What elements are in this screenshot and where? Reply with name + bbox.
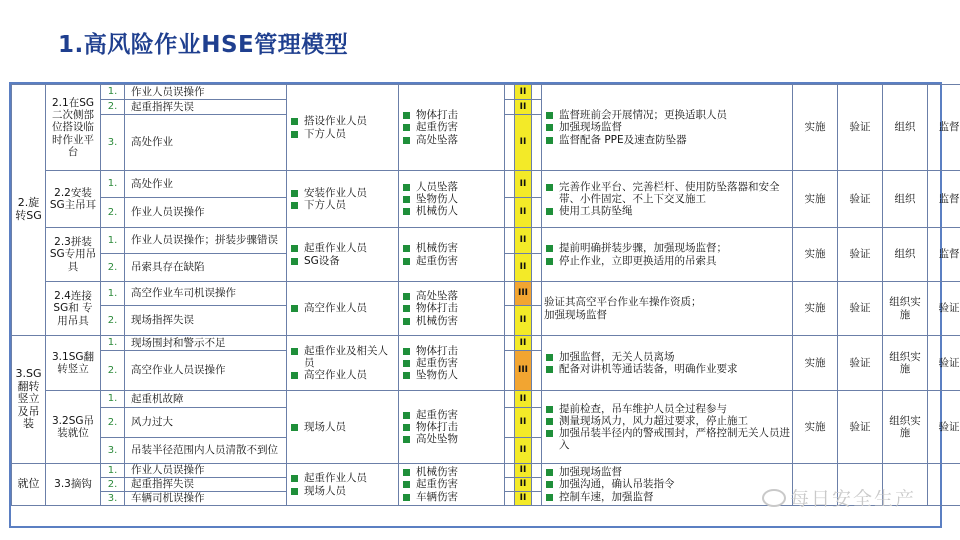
risk-level: II <box>515 492 532 506</box>
hazard-list-text: 坠物伤人 <box>416 192 458 205</box>
bullet-square-icon <box>403 372 410 379</box>
bullet-square-icon <box>546 494 553 501</box>
spacer-cell <box>532 438 542 464</box>
spacer-cell <box>505 254 515 282</box>
spacer-cell <box>505 85 515 100</box>
hazard-list <box>399 228 505 282</box>
bullet-square-icon <box>403 436 410 443</box>
hazard-list-text: 高处坠落 <box>416 133 458 146</box>
table-row <box>12 171 960 198</box>
table-row <box>12 228 960 254</box>
bullet-square-icon <box>546 481 553 488</box>
watermark <box>762 484 916 511</box>
measure-list-text: 验证其高空平台作业车操作资质； <box>544 296 702 309</box>
measure-list-line <box>544 242 790 254</box>
responsibility-a3: 组织实施 <box>883 282 928 336</box>
spacer-cell <box>532 228 542 254</box>
bullet-square-icon <box>546 208 553 215</box>
risk-item: 作业人员误操作 <box>125 85 287 100</box>
hazard-list-text: 机械伤人 <box>416 205 458 218</box>
personnel-list-text: 现场人员 <box>304 420 346 433</box>
measure-list-line <box>544 415 790 427</box>
personnel-list <box>287 336 399 391</box>
personnel-list-line <box>289 485 396 497</box>
bullet-square-icon <box>403 112 410 119</box>
spacer-cell <box>505 351 515 391</box>
bullet-square-icon <box>403 481 410 488</box>
risk-item: 高处作业 <box>125 171 287 198</box>
hazard-list <box>399 336 505 391</box>
bullet-square-icon <box>546 184 553 191</box>
risk-level: II <box>515 408 532 438</box>
spacer-cell <box>505 391 515 408</box>
item-number: 3. <box>101 492 125 506</box>
measure-list-line <box>544 363 790 375</box>
bullet-square-icon <box>403 360 410 367</box>
personnel-list-line <box>289 199 396 211</box>
personnel-list-line <box>289 472 396 484</box>
risk-level: III <box>515 351 532 391</box>
measure-list-text: 提前检查，吊车维护人员全过程参与 <box>559 402 727 415</box>
bullet-square-icon <box>403 258 410 265</box>
spacer-cell <box>532 115 542 171</box>
spacer-cell <box>532 391 542 408</box>
item-number: 1. <box>101 391 125 408</box>
watermark-text: 每日安全生产 <box>790 488 917 510</box>
personnel-list <box>287 228 399 282</box>
risk-item: 现场围封和警示不足 <box>125 336 287 351</box>
measure-list <box>542 391 793 464</box>
responsibility-a1: 实施 <box>793 282 838 336</box>
hazard-list-text: 物体打击 <box>416 344 458 357</box>
personnel-list-text: 下方人员 <box>304 199 346 211</box>
item-number: 1. <box>101 282 125 306</box>
hazard-list-text: 起重伤害 <box>416 408 458 421</box>
risk-level: II <box>515 198 532 228</box>
bullet-square-icon <box>546 112 553 119</box>
hazard-list <box>399 464 505 506</box>
spacer-cell <box>505 306 515 336</box>
measure-list <box>542 171 793 228</box>
bullet-square-icon <box>291 305 298 312</box>
spacer-cell <box>505 115 515 171</box>
spacer-cell <box>532 408 542 438</box>
spacer-cell <box>532 171 542 198</box>
bullet-square-icon <box>546 258 553 265</box>
measure-list-line <box>544 255 790 267</box>
responsibility-a2: 验证 <box>838 171 883 228</box>
responsibility-a1: 实施 <box>793 171 838 228</box>
measure-list-text: 提前明确拼装步骤，加强现场监督； <box>559 242 727 255</box>
measure-list-text: 控制车速，加强监督 <box>559 490 654 503</box>
bullet-square-icon <box>403 318 410 325</box>
hazard-list <box>399 282 505 336</box>
spacer-cell <box>505 408 515 438</box>
hazard-list-text: 机械伤害 <box>416 466 458 479</box>
responsibility-a4: 验证 <box>928 336 960 391</box>
risk-level: II <box>515 85 532 100</box>
hazard-list-text: 机械伤害 <box>416 314 458 327</box>
measure-list-text: 完善作业平台、完善栏杆、使用防坠落器和安全带、小件固定、不上下交叉施工 <box>559 180 780 205</box>
measure-list-text: 监督配备 PPE及速查防坠器 <box>559 133 687 146</box>
spacer-cell <box>532 282 542 306</box>
measure-list-line <box>544 181 790 205</box>
responsibility-a1: 实施 <box>793 336 838 391</box>
hazard-list-text: 高处坠物 <box>416 433 458 446</box>
measure-list-line <box>544 491 790 503</box>
measure-list-text: 加强现场监督 <box>544 308 607 321</box>
risk-item: 起重机故障 <box>125 391 287 408</box>
item-number: 2. <box>101 306 125 336</box>
hazard-list-line <box>401 478 502 490</box>
risk-item: 高空作业车司机误操作 <box>125 282 287 306</box>
bullet-square-icon <box>291 245 298 252</box>
sub-step: 3.2SG吊装就位 <box>46 391 101 464</box>
risk-item: 作业人员误操作 <box>125 464 287 478</box>
bullet-square-icon <box>291 488 298 495</box>
spacer-cell <box>532 351 542 391</box>
bullet-square-icon <box>546 469 553 476</box>
bullet-square-icon <box>546 430 553 437</box>
responsibility-a3: 组织 <box>883 228 928 282</box>
sub-step: 3.1SG翻转竖立 <box>46 336 101 391</box>
risk-item: 起重指挥失误 <box>125 100 287 115</box>
measure-list-text: 加强吊装半径内的警戒围封，严格控制无关人员进入 <box>559 427 790 452</box>
table-row <box>12 464 960 478</box>
bullet-square-icon <box>403 293 410 300</box>
item-number: 3. <box>101 438 125 464</box>
personnel-list-text: SG设备 <box>304 254 340 267</box>
spacer-cell <box>532 492 542 506</box>
responsibility-a1: 实施 <box>793 391 838 464</box>
personnel-list-text: 高空作业人员 <box>304 302 367 315</box>
table-row <box>12 391 960 408</box>
personnel-list-text: 安装作业人员 <box>304 186 367 199</box>
item-number: 1. <box>101 464 125 478</box>
sub-step: 2.3拼装 SG专用吊具 <box>46 228 101 282</box>
item-number: 1. <box>101 336 125 351</box>
measure-list <box>542 228 793 282</box>
measure-list-line <box>544 121 790 133</box>
spacer-cell <box>532 464 542 478</box>
spacer-cell <box>505 198 515 228</box>
sub-step: 2.1在SG二次侧部位搭设临时作业平台 <box>46 85 101 171</box>
personnel-list-line <box>289 302 396 314</box>
hazard-list <box>399 85 505 171</box>
bullet-square-icon <box>291 202 298 209</box>
bullet-square-icon <box>546 137 553 144</box>
measure-list-text: 加强沟通，确认吊装指令 <box>559 478 675 491</box>
personnel-list-text: 现场人员 <box>304 484 346 497</box>
spacer-cell <box>505 492 515 506</box>
responsibility-a1: 实施 <box>793 228 838 282</box>
bullet-square-icon <box>403 196 410 203</box>
risk-level: II <box>515 254 532 282</box>
bullet-square-icon <box>291 131 298 138</box>
hazard-list-text: 坠物伤人 <box>416 369 458 382</box>
risk-item: 高处作业 <box>125 115 287 171</box>
personnel-list-text: 下方人员 <box>304 127 346 140</box>
hazard-list-line <box>401 491 502 503</box>
hazard-list <box>399 391 505 464</box>
spacer-cell <box>505 100 515 115</box>
risk-item: 高空作业人员误操作 <box>125 351 287 391</box>
risk-item: 作业人员误操作 <box>125 198 287 228</box>
hazard-list-line <box>401 369 502 381</box>
responsibility-a2: 验证 <box>838 85 883 171</box>
measure-list-line <box>544 427 790 451</box>
spacer-cell <box>532 100 542 115</box>
personnel-list-text: 高空作业人员 <box>304 369 367 382</box>
risk-level: II <box>515 478 532 492</box>
personnel-list-line <box>289 369 396 381</box>
bullet-square-icon <box>291 118 298 125</box>
hazard-list-line <box>401 121 502 133</box>
bullet-square-icon <box>291 424 298 431</box>
measure-list-text: 测量现场风力，风力超过要求，停止施工 <box>559 414 748 427</box>
personnel-list-text: 起重作业及相关人员 <box>304 344 388 369</box>
risk-level: II <box>515 438 532 464</box>
item-number: 2. <box>101 478 125 492</box>
measure-list-line <box>544 309 790 321</box>
spacer-cell <box>505 464 515 478</box>
hazard-list-text: 起重伤害 <box>416 478 458 491</box>
responsibility-a1: 实施 <box>793 85 838 171</box>
responsibility-a3: 组织 <box>883 85 928 171</box>
risk-level: II <box>515 336 532 351</box>
bullet-square-icon <box>403 424 410 431</box>
hazard-list-line <box>401 421 502 433</box>
item-number: 1. <box>101 171 125 198</box>
spacer-cell <box>505 438 515 464</box>
bullet-square-icon <box>403 469 410 476</box>
risk-level: III <box>515 282 532 306</box>
personnel-list-line <box>289 255 396 267</box>
hazard-list-text: 机械伤害 <box>416 242 458 255</box>
risk-item: 作业人员误操作；拼装步骤错误 <box>125 228 287 254</box>
risk-level: II <box>515 100 532 115</box>
hazard-list-line <box>401 181 502 193</box>
personnel-list <box>287 171 399 228</box>
hazard-list-text: 物体打击 <box>416 109 458 122</box>
hazard-list-line <box>401 409 502 421</box>
responsibility-a2: 验证 <box>838 336 883 391</box>
bullet-square-icon <box>403 412 410 419</box>
responsibility-a4: 监督 <box>928 171 960 228</box>
responsibility-a2: 验证 <box>838 228 883 282</box>
measure-list-text: 加强现场监督 <box>559 466 622 479</box>
spacer-cell <box>505 336 515 351</box>
category-position: 就位 <box>12 464 46 506</box>
hazard-list-text: 物体打击 <box>416 420 458 433</box>
bullet-square-icon <box>403 348 410 355</box>
spacer-cell <box>505 478 515 492</box>
personnel-list-text: 起重作业人员 <box>304 472 367 485</box>
bullet-square-icon <box>546 354 553 361</box>
spacer-cell <box>532 254 542 282</box>
sub-step: 2.4连接 SG和 专 用吊具 <box>46 282 101 336</box>
hazard-list-line <box>401 109 502 121</box>
bullet-square-icon <box>291 190 298 197</box>
hse-table <box>11 84 960 506</box>
bullet-square-icon <box>546 366 553 373</box>
hazard-list-line <box>401 193 502 205</box>
measure-list-line <box>544 109 790 121</box>
bullet-square-icon <box>403 137 410 144</box>
risk-item: 风力过大 <box>125 408 287 438</box>
measure-list-line <box>544 466 790 478</box>
responsibility-a4: 验证 <box>928 282 960 336</box>
measure-list-text: 加强监督，无关人员离场 <box>559 350 675 363</box>
personnel-list <box>287 85 399 171</box>
spacer-cell <box>532 336 542 351</box>
personnel-list-text: 起重作业人员 <box>304 242 367 255</box>
bullet-square-icon <box>546 406 553 413</box>
spacer-cell <box>505 171 515 198</box>
responsibility-a3: 组织实施 <box>883 336 928 391</box>
measure-list <box>542 85 793 171</box>
hazard-list-line <box>401 466 502 478</box>
item-number: 1. <box>101 85 125 100</box>
bullet-square-icon <box>546 418 553 425</box>
responsibility-a4: 监督 <box>928 228 960 282</box>
wechat-icon <box>762 489 786 507</box>
item-number: 2. <box>101 408 125 438</box>
hazard-list-text: 物体打击 <box>416 302 458 315</box>
responsibility-a4 <box>928 464 960 506</box>
measure-list-line <box>544 403 790 415</box>
measure-list-line <box>544 205 790 217</box>
measure-list-line <box>544 134 790 146</box>
risk-item: 现场指挥失误 <box>125 306 287 336</box>
table-row <box>12 85 960 100</box>
responsibility-a2: 验证 <box>838 391 883 464</box>
risk-level: II <box>515 171 532 198</box>
personnel-list-line <box>289 128 396 140</box>
bullet-square-icon <box>291 475 298 482</box>
spacer-cell <box>532 85 542 100</box>
personnel-list-text: 搭设作业人员 <box>304 115 367 128</box>
hazard-list-line <box>401 255 502 267</box>
spacer-cell <box>532 306 542 336</box>
personnel-list <box>287 391 399 464</box>
bullet-square-icon <box>403 245 410 252</box>
risk-level: II <box>515 306 532 336</box>
bullet-square-icon <box>403 305 410 312</box>
responsibility-a3: 组织实施 <box>883 391 928 464</box>
risk-item: 起重指挥失误 <box>125 478 287 492</box>
page-title: 1.高风险作业HSE管理模型 <box>58 32 349 58</box>
bullet-square-icon <box>403 184 410 191</box>
risk-level: II <box>515 228 532 254</box>
responsibility-a2: 验证 <box>838 282 883 336</box>
responsibility-a3: 组织 <box>883 171 928 228</box>
category-sg-flip-lift: 3.SG翻转竖立及吊装 <box>12 336 46 464</box>
category-rotate-sg: 2.旋转SG <box>12 85 46 336</box>
sub-step: 2.2安装 SG主吊耳 <box>46 171 101 228</box>
hazard-list-text: 起重伤害 <box>416 254 458 267</box>
sub-step: 3.3摘钩 <box>46 464 101 506</box>
bullet-square-icon <box>546 124 553 131</box>
measure-list-line <box>544 478 790 490</box>
bullet-square-icon <box>291 372 298 379</box>
measure-list <box>542 336 793 391</box>
measure-list-line <box>544 351 790 363</box>
personnel-list-line <box>289 187 396 199</box>
responsibility-a4: 监督 <box>928 85 960 171</box>
spacer-cell <box>532 198 542 228</box>
personnel-list <box>287 282 399 336</box>
personnel-list-line <box>289 242 396 254</box>
hazard-list-line <box>401 433 502 445</box>
bullet-square-icon <box>291 348 298 355</box>
bullet-square-icon <box>403 124 410 131</box>
hazard-list-text: 车辆伤害 <box>416 490 458 503</box>
measure-list-line <box>544 296 790 308</box>
hazard-list-text: 起重伤害 <box>416 121 458 134</box>
measure-list-text: 监督班前会开展情况；更换适职人员 <box>559 109 727 122</box>
hazard-list-line <box>401 134 502 146</box>
item-number: 3. <box>101 115 125 171</box>
hazard-list-text: 起重伤害 <box>416 356 458 369</box>
hazard-list-line <box>401 290 502 302</box>
item-number: 2. <box>101 100 125 115</box>
measure-list-text: 配备对讲机等通话装备，明确作业要求 <box>559 363 738 375</box>
risk-level: II <box>515 115 532 171</box>
measure-list-text: 停止作业，立即更换适用的吊索具 <box>559 254 717 267</box>
item-number: 1. <box>101 228 125 254</box>
measure-list <box>542 282 793 336</box>
personnel-list-line <box>289 345 396 369</box>
item-number: 2. <box>101 351 125 391</box>
bullet-square-icon <box>403 208 410 215</box>
spacer-cell <box>505 228 515 254</box>
measure-list-text: 使用工具防坠绳 <box>559 205 633 218</box>
responsibility-a4: 验证 <box>928 391 960 464</box>
bullet-square-icon <box>546 245 553 252</box>
hazard-list-text: 人员坠落 <box>416 180 458 193</box>
personnel-list-line <box>289 421 396 433</box>
spacer-cell <box>532 478 542 492</box>
measure-list-text: 加强现场监督 <box>559 121 622 134</box>
risk-level: II <box>515 391 532 408</box>
measure-list <box>542 464 793 506</box>
hazard-list-line <box>401 357 502 369</box>
spacer-cell <box>505 282 515 306</box>
risk-item: 车辆司机误操作 <box>125 492 287 506</box>
hazard-list-line <box>401 205 502 217</box>
hazard-list-line <box>401 345 502 357</box>
item-number: 2. <box>101 254 125 282</box>
bullet-square-icon <box>291 258 298 265</box>
risk-item: 吊索具存在缺陷 <box>125 254 287 282</box>
hazard-list-line <box>401 242 502 254</box>
item-number: 2. <box>101 198 125 228</box>
hazard-list-line <box>401 302 502 314</box>
personnel-list-line <box>289 115 396 127</box>
hazard-list-line <box>401 315 502 327</box>
risk-level: II <box>515 464 532 478</box>
hazard-list-text: 高处坠落 <box>416 290 458 303</box>
personnel-list <box>287 464 399 506</box>
bullet-square-icon <box>403 494 410 501</box>
risk-item: 吊装半径范围内人员清散不到位 <box>125 438 287 464</box>
table-row <box>12 336 960 351</box>
hazard-list <box>399 171 505 228</box>
table-row <box>12 282 960 306</box>
